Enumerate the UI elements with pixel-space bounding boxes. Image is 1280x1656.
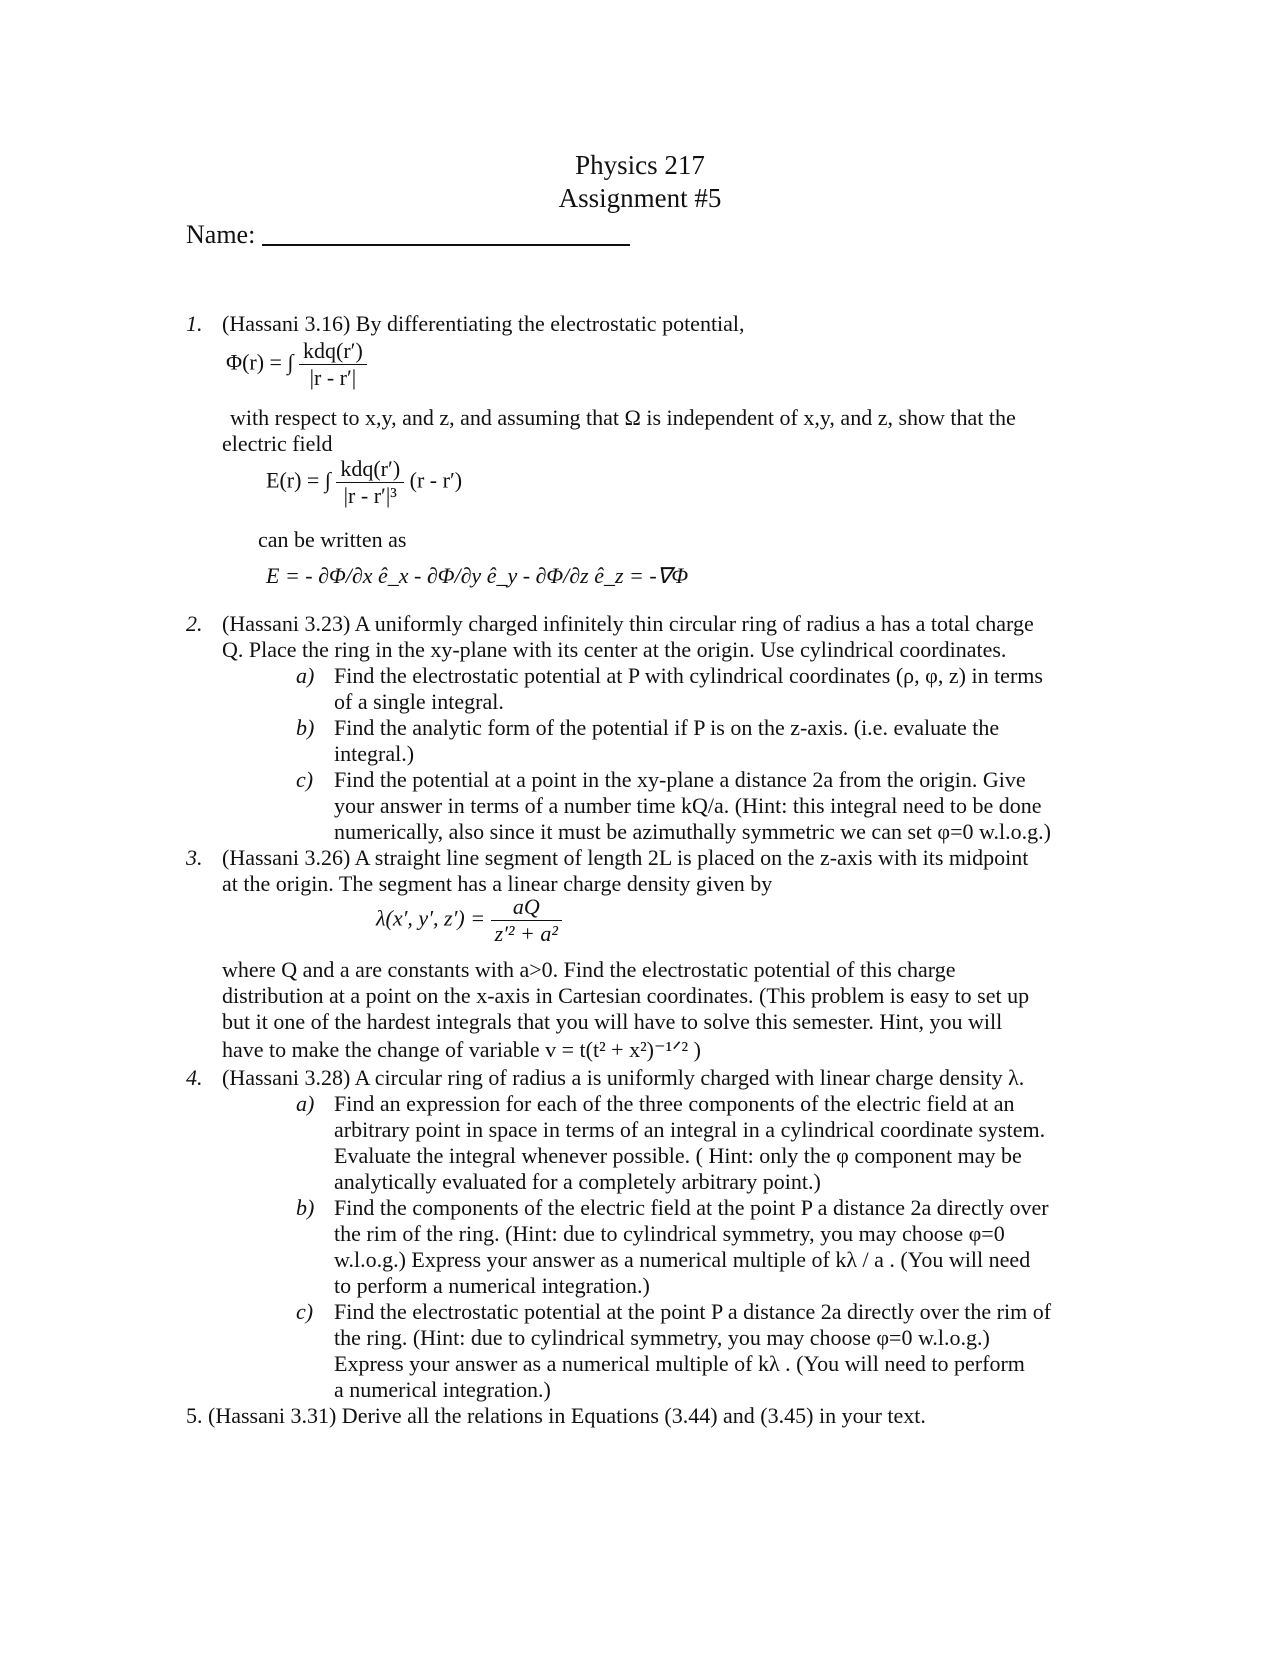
problem-4b-line-2: the rim of the ring. (Hint: due to cylindrical symmetry, you may choose φ=0: [334, 1221, 1005, 1246]
problem-2-line-2: Q. Place the ring in the xy-plane with its center at the origin. Use cylindrical coordinates.: [222, 637, 1007, 662]
problem-3-line-1: (Hassani 3.26) A straight line segment of length 2L is placed on the z-axis with its midpoint: [222, 845, 1029, 870]
problem-2c-line-1: Find the potential at a point in the xy-plane a distance 2a from the origin. Give: [334, 767, 1026, 792]
field-eq-denominator: |r - r′|³: [343, 483, 397, 508]
assignment-title: Assignment #5: [558, 183, 722, 213]
problem-4c-line-4: a numerical integration.): [334, 1377, 551, 1402]
problem-4a-line-1: Find an expression for each of the three components of the electric field at an: [334, 1091, 1015, 1116]
problem-4a-label: a): [296, 1091, 315, 1116]
problem-2c-line-3: numerically, also since it must be azimuthally symmetric we can set φ=0 w.l.o.g.): [334, 819, 1051, 844]
problem-4b-label: b): [296, 1195, 315, 1220]
field-eq-lhs: E(r) = ∫: [266, 467, 331, 493]
problem-2b-line-2: integral.): [334, 741, 415, 766]
field-eq-rhs: (r - r′): [409, 467, 463, 493]
problem-3-line-5: but it one of the hardest integrals that you will have to solve this semester. Hint, you will: [222, 1009, 1003, 1034]
problem-4b-line-1: Find the components of the electric field at the point P a distance 2a directly over: [334, 1195, 1049, 1220]
problem-2c-line-2: your answer in terms of a number time kQ/a. (Hint: this integral need to be done: [334, 793, 1042, 818]
problem-2b-line-1: Find the analytic form of the potential if P is on the z-axis. (i.e. evaluate the: [334, 715, 1000, 740]
charge-density-eq-denominator: z′² + a²: [494, 921, 558, 946]
problem-2-number: 2.: [186, 611, 203, 636]
problem-4-number: 4.: [186, 1065, 203, 1090]
problem-1-intro: (Hassani 3.16) By differentiating the electrostatic potential,: [222, 311, 745, 336]
field-equation: [266, 456, 462, 509]
problem-2-line-1: (Hassani 3.23) A uniformly charged infinitely thin circular ring of radius a has a total charge: [222, 611, 1034, 636]
problem-2a-label: a): [296, 663, 315, 688]
problem-4-line-1: (Hassani 3.28) A circular ring of radius a is uniformly charged with linear charge density λ.: [222, 1065, 1025, 1090]
field-eq-fraction: [336, 456, 404, 509]
potential-eq-lhs: Φ(r) = ∫: [226, 349, 294, 375]
gradient-equation: E = - ∂Φ/∂x ê_x - ∂Φ/∂y ê_y - ∂Φ/∂z ê_z = -∇Φ: [266, 563, 689, 588]
problem-2c-label: c): [296, 767, 314, 792]
problem-2a-line-1: Find the electrostatic potential at P with cylindrical coordinates (ρ, φ, z) in terms: [334, 663, 1043, 688]
problem-4a-line-2: arbitrary point in space in terms of an integral in a cylindrical coordinate system.: [334, 1117, 1046, 1142]
name-label: Name:: [186, 220, 256, 249]
problem-2b-label: b): [296, 715, 315, 740]
problem-1-line-4: can be written as: [258, 527, 407, 552]
problem-2a-line-2: of a single integral.: [334, 689, 504, 714]
problem-3-line-3: where Q and a are constants with a>0. Find the electrostatic potential of this charge: [222, 957, 956, 982]
potential-equation: [226, 338, 367, 391]
problem-3-line-2: at the origin. The segment has a linear charge density given by: [222, 871, 773, 896]
problem-1-number: 1.: [186, 311, 203, 336]
problem-4c-line-3: Express your answer as a numerical multiple of kλ . (You will need to perform: [334, 1351, 1025, 1376]
problem-4b-line-3: w.l.o.g.) Express your answer as a numerical multiple of kλ / a . (You will need: [334, 1247, 1031, 1272]
problem-3-line-4: distribution at a point on the x-axis in Cartesian coordinates. (This problem is easy to set up: [222, 983, 1030, 1008]
problem-4c-label: c): [296, 1299, 314, 1324]
charge-density-eq-lhs: λ(x′, y′, z′) =: [376, 905, 486, 931]
charge-density-equation: [376, 894, 562, 947]
potential-eq-fraction: [299, 338, 367, 391]
problem-1-line-3: electric field: [222, 431, 333, 456]
problem-4b-line-4: to perform a numerical integration.): [334, 1273, 650, 1298]
problem-5-line-1: 5. (Hassani 3.31) Derive all the relations in Equations (3.44) and (3.45) in your text.: [186, 1403, 926, 1428]
charge-density-eq-fraction: [491, 894, 562, 947]
potential-eq-numerator: kdq(r′): [299, 338, 367, 365]
problem-1-line-2: with respect to x,y, and z, and assuming that Ω is independent of x,y, and z, show that the: [230, 405, 1016, 430]
potential-eq-denominator: |r - r′|: [309, 365, 357, 390]
name-blank-line: [262, 244, 630, 246]
problem-4c-line-2: the ring. (Hint: due to cylindrical symmetry, you may choose φ=0 w.l.o.g.): [334, 1325, 990, 1350]
problem-3-number: 3.: [186, 845, 203, 870]
problem-4c-line-1: Find the electrostatic potential at the point P a distance 2a directly over the rim of: [334, 1299, 1052, 1324]
charge-density-eq-numerator: aQ: [491, 894, 562, 921]
problem-4a-line-3: Evaluate the integral whenever possible. ( Hint: only the φ component may be: [334, 1143, 1022, 1168]
problem-4a-line-4: analytically evaluated for a completely arbitrary point.): [334, 1169, 821, 1194]
course-title: Physics 217: [575, 150, 705, 180]
problem-3-line-6: have to make the change of variable v = t(t² + x²)⁻¹ᐟ² ): [222, 1037, 701, 1062]
field-eq-numerator: kdq(r′): [336, 456, 404, 483]
